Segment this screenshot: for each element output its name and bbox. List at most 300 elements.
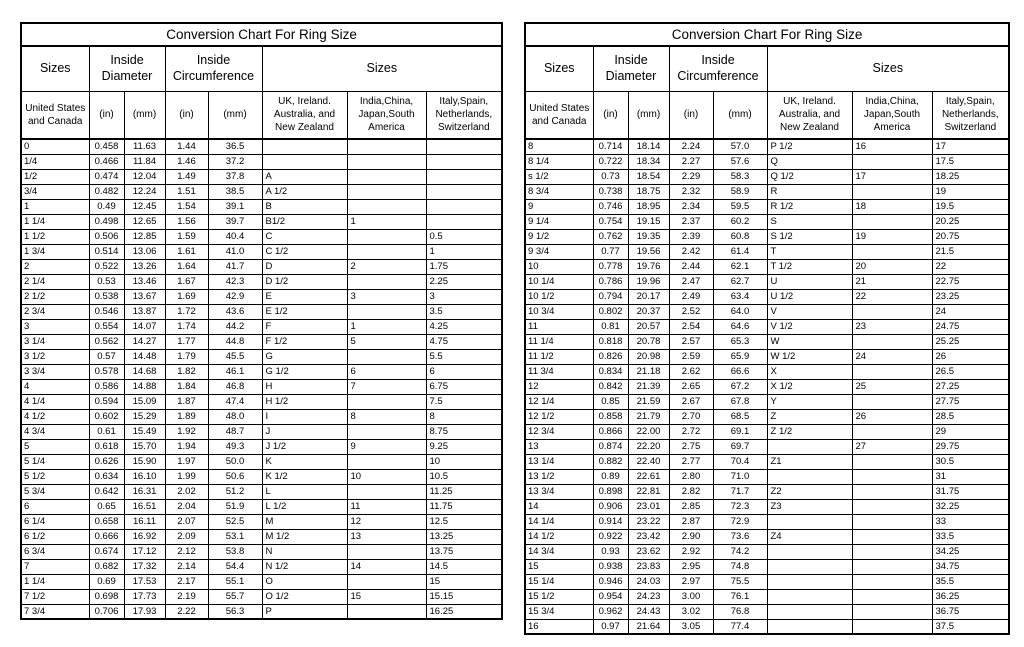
table-cell [852, 544, 932, 559]
table-cell: 1 [347, 319, 426, 334]
table-cell: 13.25 [426, 529, 502, 544]
table-cell: 0.522 [89, 259, 124, 274]
table-cell: 59.5 [713, 199, 767, 214]
table-cell: 11 1/2 [525, 349, 593, 364]
table-row [21, 304, 502, 319]
table-cell: 17 [852, 169, 932, 184]
table-cell [852, 334, 932, 349]
table-cell: L 1/2 [262, 499, 347, 514]
table-cell: 0 [21, 139, 89, 154]
table-cell: 36.5 [208, 139, 262, 154]
table-cell [426, 184, 502, 199]
table-cell: V [767, 304, 852, 319]
table-cell: 2.34 [669, 199, 713, 214]
table-cell: 61.4 [713, 244, 767, 259]
table-cell: 45.5 [208, 349, 262, 364]
table-cell: 19.35 [628, 229, 669, 244]
table-cell [767, 574, 852, 589]
table-cell: 55.7 [208, 589, 262, 604]
table-cell [347, 604, 426, 619]
table-cell: 0.474 [89, 169, 124, 184]
table-cell: 16.51 [124, 499, 165, 514]
table-cell: 7 [21, 559, 89, 574]
table-cell: 16.10 [124, 469, 165, 484]
table-cell: 58.3 [713, 169, 767, 184]
table-cell: 11.84 [124, 154, 165, 169]
table-cell: 8.75 [426, 424, 502, 439]
table-cell: s 1/2 [525, 169, 593, 184]
table-cell: 21.79 [628, 409, 669, 424]
table-cell: 16.11 [124, 514, 165, 529]
table-cell [852, 364, 932, 379]
table-cell: W [767, 334, 852, 349]
table-cell [852, 529, 932, 544]
table-cell [347, 349, 426, 364]
table-cell: 19.76 [628, 259, 669, 274]
table-cell: 19 [852, 229, 932, 244]
table-cell: 23.42 [628, 529, 669, 544]
table-cell: 71.0 [713, 469, 767, 484]
table-cell: 13 [347, 529, 426, 544]
table-cell: 20.17 [628, 289, 669, 304]
table-cell: 15 1/4 [525, 574, 593, 589]
table-cell: 6 1/4 [21, 514, 89, 529]
table-cell: 1.44 [165, 139, 208, 154]
table-row [21, 394, 502, 409]
table-cell: 14.48 [124, 349, 165, 364]
table-cell: 57.0 [713, 139, 767, 154]
table-cell: 7 3/4 [21, 604, 89, 619]
table-cell: 35.5 [932, 574, 1009, 589]
table-cell [852, 589, 932, 604]
table-cell: M [262, 514, 347, 529]
col-header-circumference-mm: (mm) [713, 91, 767, 139]
table-cell: 39.1 [208, 199, 262, 214]
table-cell: 20.98 [628, 349, 669, 364]
table-cell: 0.65 [89, 499, 124, 514]
table-row [21, 169, 502, 184]
table-cell: 53.1 [208, 529, 262, 544]
table-cell: 2.82 [669, 484, 713, 499]
table-row [21, 139, 502, 154]
table-cell: 41.0 [208, 244, 262, 259]
table-cell: 2.77 [669, 454, 713, 469]
table-cell [852, 604, 932, 619]
table-cell: 11 [347, 499, 426, 514]
table-cell: 2.85 [669, 499, 713, 514]
table-row [525, 304, 1009, 319]
col-header-diameter-mm: (mm) [628, 91, 669, 139]
table-cell: 21.18 [628, 364, 669, 379]
table-cell: 0.698 [89, 589, 124, 604]
table-cell: 1.59 [165, 229, 208, 244]
table-row [525, 544, 1009, 559]
table-cell: 2.80 [669, 469, 713, 484]
table-cell: Q [767, 154, 852, 169]
table-cell [767, 619, 852, 634]
table-cell: 1.46 [165, 154, 208, 169]
table-cell: 46.1 [208, 364, 262, 379]
table-cell: Z [767, 409, 852, 424]
table-cell: 3/4 [21, 184, 89, 199]
table-cell [852, 184, 932, 199]
table-cell: 13.26 [124, 259, 165, 274]
table-row [21, 214, 502, 229]
table-cell: 0.5 [426, 229, 502, 244]
table-cell: 0.53 [89, 274, 124, 289]
col-group-sizes-us: Sizes [525, 46, 593, 91]
table-cell: 14 [347, 559, 426, 574]
table-row [525, 484, 1009, 499]
table-cell: 73.6 [713, 529, 767, 544]
table-cell: 16 [525, 619, 593, 634]
table-cell: O 1/2 [262, 589, 347, 604]
table-cell: 12 1/2 [525, 409, 593, 424]
table-cell: 69.7 [713, 439, 767, 454]
table-cell: 0.794 [593, 289, 628, 304]
table-cell: 34.25 [932, 544, 1009, 559]
table-cell: Z1 [767, 454, 852, 469]
table-cell: 0.722 [593, 154, 628, 169]
table-cell: G 1/2 [262, 364, 347, 379]
table-cell: 22.00 [628, 424, 669, 439]
table-cell: 6 3/4 [21, 544, 89, 559]
table-cell: 37.2 [208, 154, 262, 169]
table-row [21, 274, 502, 289]
table-cell: 0.818 [593, 334, 628, 349]
table-cell: R [767, 184, 852, 199]
table-row [21, 499, 502, 514]
table-cell: 2.39 [669, 229, 713, 244]
table-cell: 76.1 [713, 589, 767, 604]
table-row [525, 229, 1009, 244]
table-row [525, 424, 1009, 439]
table-cell: 12.24 [124, 184, 165, 199]
col-header-diameter-mm: (mm) [124, 91, 165, 139]
table-cell: 1.75 [426, 259, 502, 274]
table-cell: Z 1/2 [767, 424, 852, 439]
table-cell: 49.3 [208, 439, 262, 454]
column-group-header-row [525, 46, 1009, 91]
table-cell: 0.49 [89, 199, 124, 214]
table-cell: 2.47 [669, 274, 713, 289]
table-cell: 44.8 [208, 334, 262, 349]
table-cell: 0.882 [593, 454, 628, 469]
table-cell: 4.75 [426, 334, 502, 349]
table-cell: 1 [426, 244, 502, 259]
table-cell: 0.602 [89, 409, 124, 424]
table-cell: 63.4 [713, 289, 767, 304]
table-row [21, 439, 502, 454]
table-cell [426, 169, 502, 184]
table-cell: 23.01 [628, 499, 669, 514]
table-cell: 15.15 [426, 589, 502, 604]
table-cell [852, 559, 932, 574]
table-cell [426, 139, 502, 154]
table-cell: 75.5 [713, 574, 767, 589]
table-cell: 13.67 [124, 289, 165, 304]
table-cell: 29 [932, 424, 1009, 439]
table-cell: 21.5 [932, 244, 1009, 259]
table-cell [767, 514, 852, 529]
table-title: Conversion Chart For Ring Size [21, 23, 502, 46]
table-cell: 2.75 [669, 439, 713, 454]
table-cell: 15 [426, 574, 502, 589]
table-cell: 13 3/4 [525, 484, 593, 499]
table-cell: 2.59 [669, 349, 713, 364]
table-row [21, 349, 502, 364]
table-title-row [21, 23, 502, 46]
table-cell: 5 [21, 439, 89, 454]
table-cell: N [262, 544, 347, 559]
table-cell: 50.0 [208, 454, 262, 469]
table-cell: 32.25 [932, 499, 1009, 514]
table-cell [347, 304, 426, 319]
table-cell: 11 3/4 [525, 364, 593, 379]
table-row [525, 574, 1009, 589]
table-row [525, 379, 1009, 394]
table-cell: F [262, 319, 347, 334]
table-cell: 3 [21, 319, 89, 334]
table-cell: 2.87 [669, 514, 713, 529]
table-cell: A 1/2 [262, 184, 347, 199]
table-cell: 23.83 [628, 559, 669, 574]
table-cell: 17.5 [932, 154, 1009, 169]
table-cell: 24 [852, 349, 932, 364]
table-cell: 2.52 [669, 304, 713, 319]
table-cell: 0.81 [593, 319, 628, 334]
table-cell: K [262, 454, 347, 469]
table-row [21, 184, 502, 199]
table-cell: 1 [347, 214, 426, 229]
table-cell: 12 3/4 [525, 424, 593, 439]
table-row [525, 559, 1009, 574]
table-cell: 62.1 [713, 259, 767, 274]
table-row [21, 469, 502, 484]
table-cell: 44.2 [208, 319, 262, 334]
table-cell: 1 1/4 [21, 214, 89, 229]
table-cell: 2.70 [669, 409, 713, 424]
table-cell: 51.2 [208, 484, 262, 499]
table-cell: 2.97 [669, 574, 713, 589]
table-cell: 1.49 [165, 169, 208, 184]
table-cell [852, 619, 932, 634]
table-cell: 17.73 [124, 589, 165, 604]
table-cell: B [262, 199, 347, 214]
table-cell [852, 514, 932, 529]
table-cell: 15 1/2 [525, 589, 593, 604]
table-cell: 18 [852, 199, 932, 214]
table-cell: 22.61 [628, 469, 669, 484]
table-row [21, 319, 502, 334]
table-cell: 3.00 [669, 589, 713, 604]
table-cell: M 1/2 [262, 529, 347, 544]
table-cell [852, 394, 932, 409]
table-cell: 1.69 [165, 289, 208, 304]
table-cell: 0.802 [593, 304, 628, 319]
table-cell: 70.4 [713, 454, 767, 469]
table-cell: H [262, 379, 347, 394]
table-cell: 5 [347, 334, 426, 349]
table-cell: 64.0 [713, 304, 767, 319]
table-cell: 1.79 [165, 349, 208, 364]
table-cell: 7 1/2 [21, 589, 89, 604]
table-cell: T 1/2 [767, 259, 852, 274]
table-cell: 55.1 [208, 574, 262, 589]
table-cell: C [262, 229, 347, 244]
table-cell [852, 424, 932, 439]
table-cell: 24.75 [932, 319, 1009, 334]
table-cell: 0.546 [89, 304, 124, 319]
table-cell: 62.7 [713, 274, 767, 289]
table-cell: 8 [525, 139, 593, 154]
table-cell: 3 [426, 289, 502, 304]
table-cell: 0.954 [593, 589, 628, 604]
col-header-diameter-in: (in) [89, 91, 124, 139]
table-cell: 27.75 [932, 394, 1009, 409]
table-row [21, 259, 502, 274]
table-cell: U 1/2 [767, 289, 852, 304]
table-cell: 40.4 [208, 229, 262, 244]
table-cell: J 1/2 [262, 439, 347, 454]
table-cell: 30.5 [932, 454, 1009, 469]
table-cell: 10 1/4 [525, 274, 593, 289]
table-row [21, 229, 502, 244]
table-cell: 0.858 [593, 409, 628, 424]
col-header-circumference-in: (in) [165, 91, 208, 139]
table-cell: 1.54 [165, 199, 208, 214]
table-cell: 0.554 [89, 319, 124, 334]
table-cell [347, 484, 426, 499]
table-cell: 74.2 [713, 544, 767, 559]
table-cell: 14.68 [124, 364, 165, 379]
table-cell: 2 1/4 [21, 274, 89, 289]
table-cell: 2.62 [669, 364, 713, 379]
table-cell: 16.25 [426, 604, 502, 619]
table-row [525, 349, 1009, 364]
table-cell: 8 [347, 409, 426, 424]
table-row [525, 409, 1009, 424]
table-cell: 11.63 [124, 139, 165, 154]
table-cell: 2 [21, 259, 89, 274]
table-cell: 8 3/4 [525, 184, 593, 199]
table-cell [852, 304, 932, 319]
table-cell [767, 469, 852, 484]
table-cell: 1.77 [165, 334, 208, 349]
table-cell: 68.5 [713, 409, 767, 424]
table-cell: T [767, 244, 852, 259]
table-cell: 0.762 [593, 229, 628, 244]
table-cell: 0.754 [593, 214, 628, 229]
table-cell [852, 499, 932, 514]
table-cell: G [262, 349, 347, 364]
table-cell [767, 604, 852, 619]
table-cell: 2.14 [165, 559, 208, 574]
table-cell: 2.24 [669, 139, 713, 154]
table-cell: 1.56 [165, 214, 208, 229]
table-cell: 37.5 [932, 619, 1009, 634]
table-cell: 0.706 [89, 604, 124, 619]
table-cell: 9 [525, 199, 593, 214]
table-cell: 21.39 [628, 379, 669, 394]
table-cell: 16 [852, 139, 932, 154]
table-cell: 15 [347, 589, 426, 604]
table-cell: 0.826 [593, 349, 628, 364]
table-cell [347, 394, 426, 409]
table-cell: 0.866 [593, 424, 628, 439]
table-cell: 0.466 [89, 154, 124, 169]
table-cell: X [767, 364, 852, 379]
table-cell: Q 1/2 [767, 169, 852, 184]
table-cell: 11.25 [426, 484, 502, 499]
table-row [525, 514, 1009, 529]
table-cell: 46.8 [208, 379, 262, 394]
table-cell: 20.78 [628, 334, 669, 349]
table-row [21, 379, 502, 394]
table-cell: 5.5 [426, 349, 502, 364]
table-cell: 0.626 [89, 454, 124, 469]
table-cell: 0.738 [593, 184, 628, 199]
table-cell: 38.5 [208, 184, 262, 199]
table-cell: 1/2 [21, 169, 89, 184]
table-row [525, 154, 1009, 169]
table-cell [767, 439, 852, 454]
table-cell: 0.69 [89, 574, 124, 589]
table-cell: 13.87 [124, 304, 165, 319]
table-cell [347, 169, 426, 184]
table-cell: 5 1/2 [21, 469, 89, 484]
table-cell: 0.746 [593, 199, 628, 214]
table-cell: Z2 [767, 484, 852, 499]
table-cell [347, 544, 426, 559]
table-cell: 71.7 [713, 484, 767, 499]
table-cell: D 1/2 [262, 274, 347, 289]
table-cell: 18.25 [932, 169, 1009, 184]
table-cell [852, 154, 932, 169]
table-cell: 57.6 [713, 154, 767, 169]
col-group-inside-circumference: Inside Circumference [669, 46, 767, 91]
table-row [21, 154, 502, 169]
table-cell: 5 1/4 [21, 454, 89, 469]
table-cell: 9.25 [426, 439, 502, 454]
col-group-inside-diameter: Inside Diameter [89, 46, 165, 91]
table-cell [426, 214, 502, 229]
table-cell: 9 3/4 [525, 244, 593, 259]
table-cell: 2.95 [669, 559, 713, 574]
table-cell: 0.962 [593, 604, 628, 619]
table-cell: 2.17 [165, 574, 208, 589]
ring-size-table-right [524, 22, 1010, 635]
table-cell: 0.482 [89, 184, 124, 199]
table-cell: 41.7 [208, 259, 262, 274]
table-row [525, 184, 1009, 199]
table-cell: 2.90 [669, 529, 713, 544]
table-cell: 18.34 [628, 154, 669, 169]
table-row [21, 424, 502, 439]
table-cell: 36.75 [932, 604, 1009, 619]
table-cell: 6 [347, 364, 426, 379]
table-cell: 67.2 [713, 379, 767, 394]
table-cell: 15.90 [124, 454, 165, 469]
table-row [525, 469, 1009, 484]
table-cell: 8 [426, 409, 502, 424]
table-cell: 3 1/2 [21, 349, 89, 364]
table-cell: 33.5 [932, 529, 1009, 544]
table-cell: 19.96 [628, 274, 669, 289]
table-cell: 22.81 [628, 484, 669, 499]
col-group-sizes-intl: Sizes [262, 46, 502, 91]
table-cell: 1.89 [165, 409, 208, 424]
